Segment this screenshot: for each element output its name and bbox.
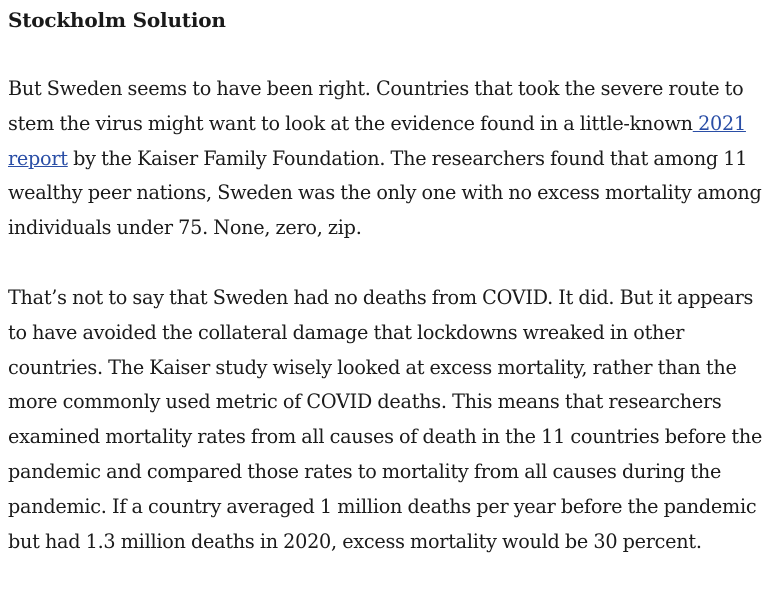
kaiser-report-link[interactable]: 2021 report xyxy=(8,111,746,170)
article-body xyxy=(8,0,766,559)
paragraph-1-text-before-link: But Sweden seems to have been right. Countries that took the severe route to stem the virus might want to look at the evidence found in a little-known xyxy=(8,77,744,135)
paragraph-1 xyxy=(8,72,766,246)
paragraph-2: That’s not to say that Sweden had no deaths from COVID. It did. But it appears to have avoided the collateral damage that lockdowns wreaked in other countries. The Kaiser study wisely looked at excess mortality, rather than the more commonly used metric of COVID deaths. This means that researchers examined mortality rates from all causes of death in the 11 countries before the pandemic and compared those rates to mortality from all causes during the pandemic. If a country averaged 1 million deaths per year before the pandemic but had 1.3 million deaths in 2020, excess mortality would be 30 percent. xyxy=(8,285,763,553)
section-heading: Stockholm Solution xyxy=(8,8,226,32)
paragraph-1-text-after-link: by the Kaiser Family Foundation. The researchers found that among 11 wealthy peer nations, Sweden was the only one with no excess mortality among individuals under 75. None, zero, zip. xyxy=(8,146,762,240)
